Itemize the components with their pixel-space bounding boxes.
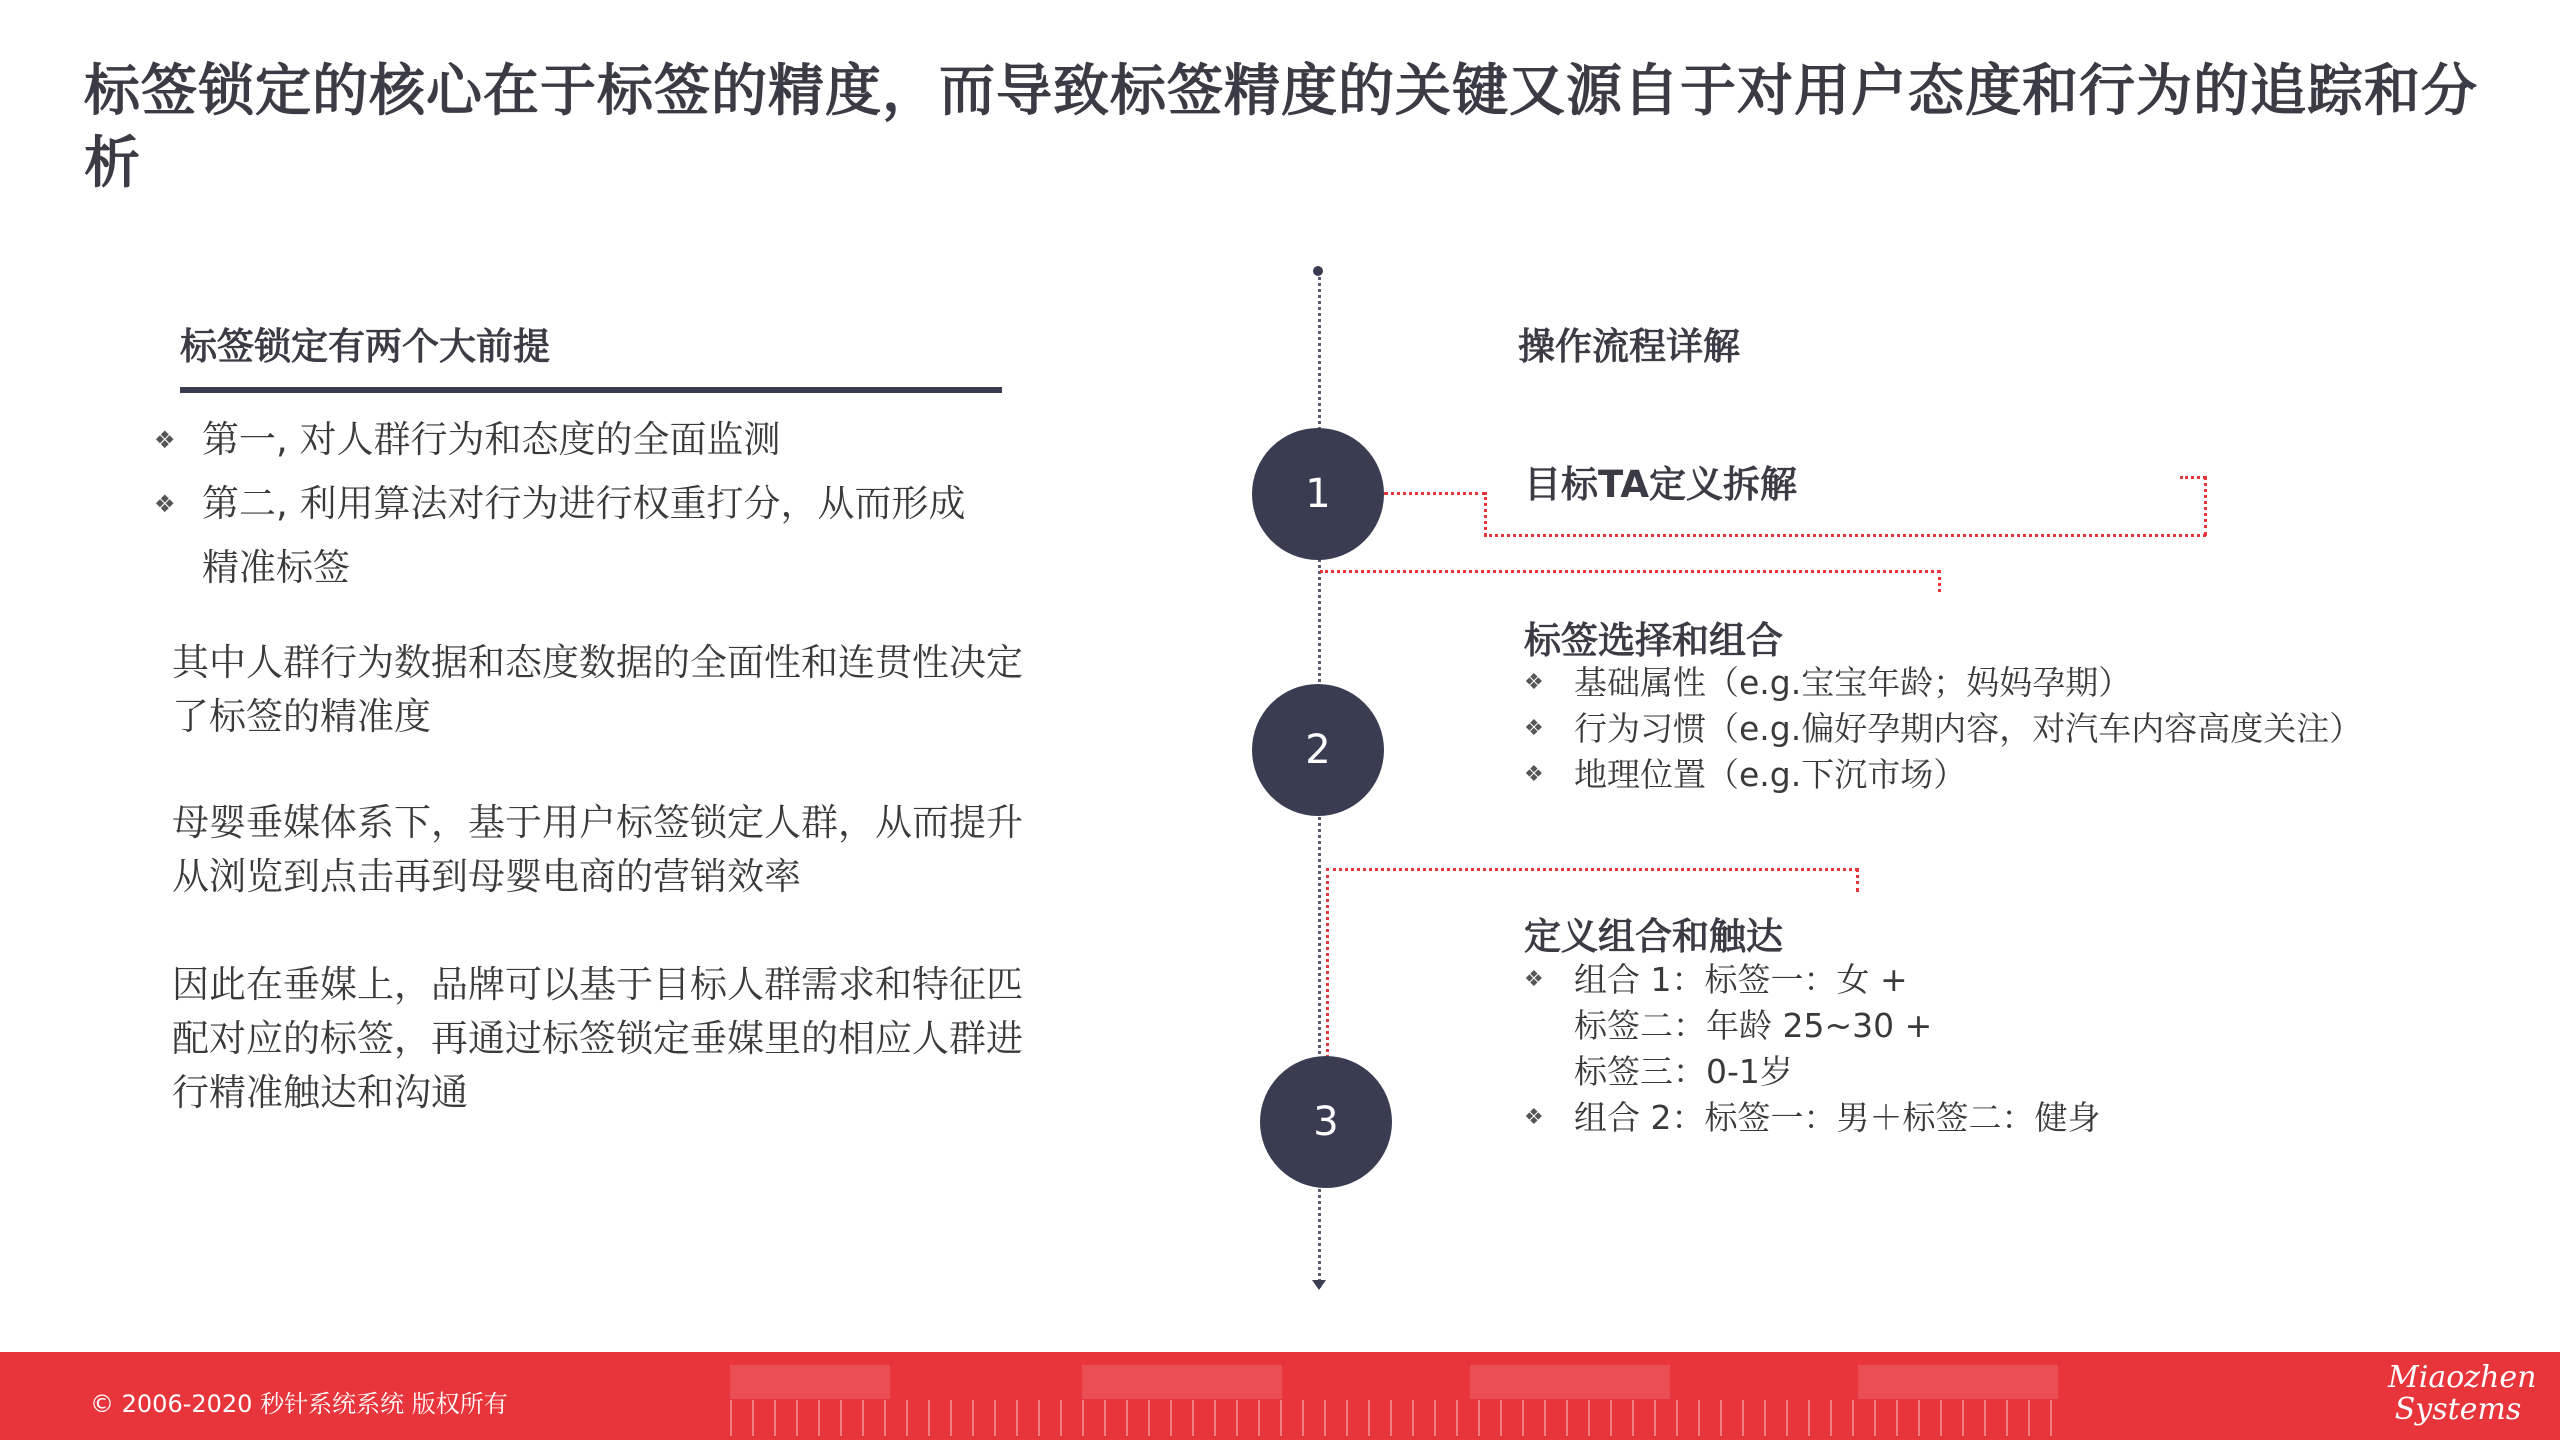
diamond-bullet-icon: ❖ bbox=[1524, 762, 1544, 787]
connector-line bbox=[1320, 570, 1940, 573]
timeline-start-dot bbox=[1313, 266, 1323, 276]
connector-line bbox=[1938, 570, 1941, 592]
diamond-bullet-icon: ❖ bbox=[154, 490, 176, 518]
list-item: ❖ 基础属性（e.g.宝宝年龄；妈妈孕期） bbox=[1524, 660, 2424, 706]
step-2-circle: 2 bbox=[1252, 684, 1384, 816]
connector-line bbox=[1384, 492, 1486, 495]
list-item: 标签三：0-1岁 bbox=[1574, 1052, 1793, 1091]
left-heading: 标签锁定有两个大前提 bbox=[180, 325, 550, 368]
step-3-title: 定义组合和触达 bbox=[1524, 915, 1783, 958]
footer-decoration bbox=[730, 1365, 890, 1399]
miaozhen-logo: Miaozhen Systems bbox=[2388, 1360, 2537, 1427]
footer-decoration bbox=[1082, 1365, 1282, 1399]
connector-line bbox=[2204, 476, 2207, 536]
diamond-bullet-icon: ❖ bbox=[1524, 1105, 1544, 1130]
connector-line bbox=[1484, 492, 1487, 536]
diamond-bullet-icon: ❖ bbox=[1524, 716, 1544, 741]
connector-line bbox=[1326, 868, 1329, 1058]
paragraph: 其中人群行为数据和态度数据的全面性和连贯性决定了标签的精准度 bbox=[172, 641, 1023, 738]
step-2-title: 标签选择和组合 bbox=[1524, 619, 1783, 662]
premise-item: ❖ 第一, 对人群行为和态度的全面监测 bbox=[150, 408, 1030, 472]
list-item: ❖ 组合 2：标签一：男＋标签二：健身 bbox=[1524, 1095, 2424, 1141]
diamond-bullet-icon: ❖ bbox=[154, 426, 176, 454]
copyright-text: © 2006-2020 秒针系统系统 版权所有 bbox=[90, 1390, 508, 1418]
step-2-list bbox=[1524, 660, 2424, 798]
step-3-circle: 3 bbox=[1260, 1056, 1392, 1188]
page-title: 标签锁定的核心在于标签的精度，而导致标签精度的关键又源自于对用户态度和行为的追踪和分析 bbox=[84, 59, 2478, 196]
connector-line bbox=[1856, 868, 1859, 892]
footer-decoration bbox=[1858, 1365, 2058, 1399]
list-item: ❖ 行为习惯（e.g.偏好孕期内容，对汽车内容高度关注） bbox=[1524, 706, 2424, 752]
right-heading: 操作流程详解 bbox=[1518, 325, 1740, 368]
paragraph: 母婴垂媒体系下，基于用户标签锁定人群，从而提升从浏览到点击再到母婴电商的营销效率 bbox=[172, 801, 1023, 898]
list-item: ❖ 组合 1：标签一：女 + bbox=[1524, 957, 2424, 1003]
diamond-bullet-icon: ❖ bbox=[1524, 670, 1544, 695]
connector-line bbox=[1326, 868, 1858, 871]
premise-item: ❖ 第二, 利用算法对行为进行权重打分，从而形成精准标签 bbox=[150, 472, 992, 600]
timeline-arrow-icon bbox=[1312, 1280, 1326, 1290]
step-1-circle: 1 bbox=[1252, 428, 1384, 560]
connector-line bbox=[2180, 476, 2206, 479]
list-item: 标签二：年龄 25~30 + bbox=[1574, 1006, 1933, 1045]
diamond-bullet-icon: ❖ bbox=[1524, 967, 1544, 992]
step-3-list bbox=[1524, 957, 2424, 1141]
premise-list bbox=[150, 408, 1030, 600]
footer-decoration bbox=[1470, 1365, 1670, 1399]
step-1-title: 目标TA定义拆解 bbox=[1524, 463, 1798, 506]
footer-decoration bbox=[730, 1400, 2060, 1436]
paragraph: 因此在垂媒上，品牌可以基于目标人群需求和特征匹配对应的标签，再通过标签锁定垂媒里的相应人群进行精准触达和沟通 bbox=[172, 963, 1023, 1114]
left-heading-rule bbox=[180, 387, 1002, 393]
connector-line bbox=[1484, 534, 2206, 537]
list-item: ❖ 地理位置（e.g.下沉市场） bbox=[1524, 752, 2424, 798]
